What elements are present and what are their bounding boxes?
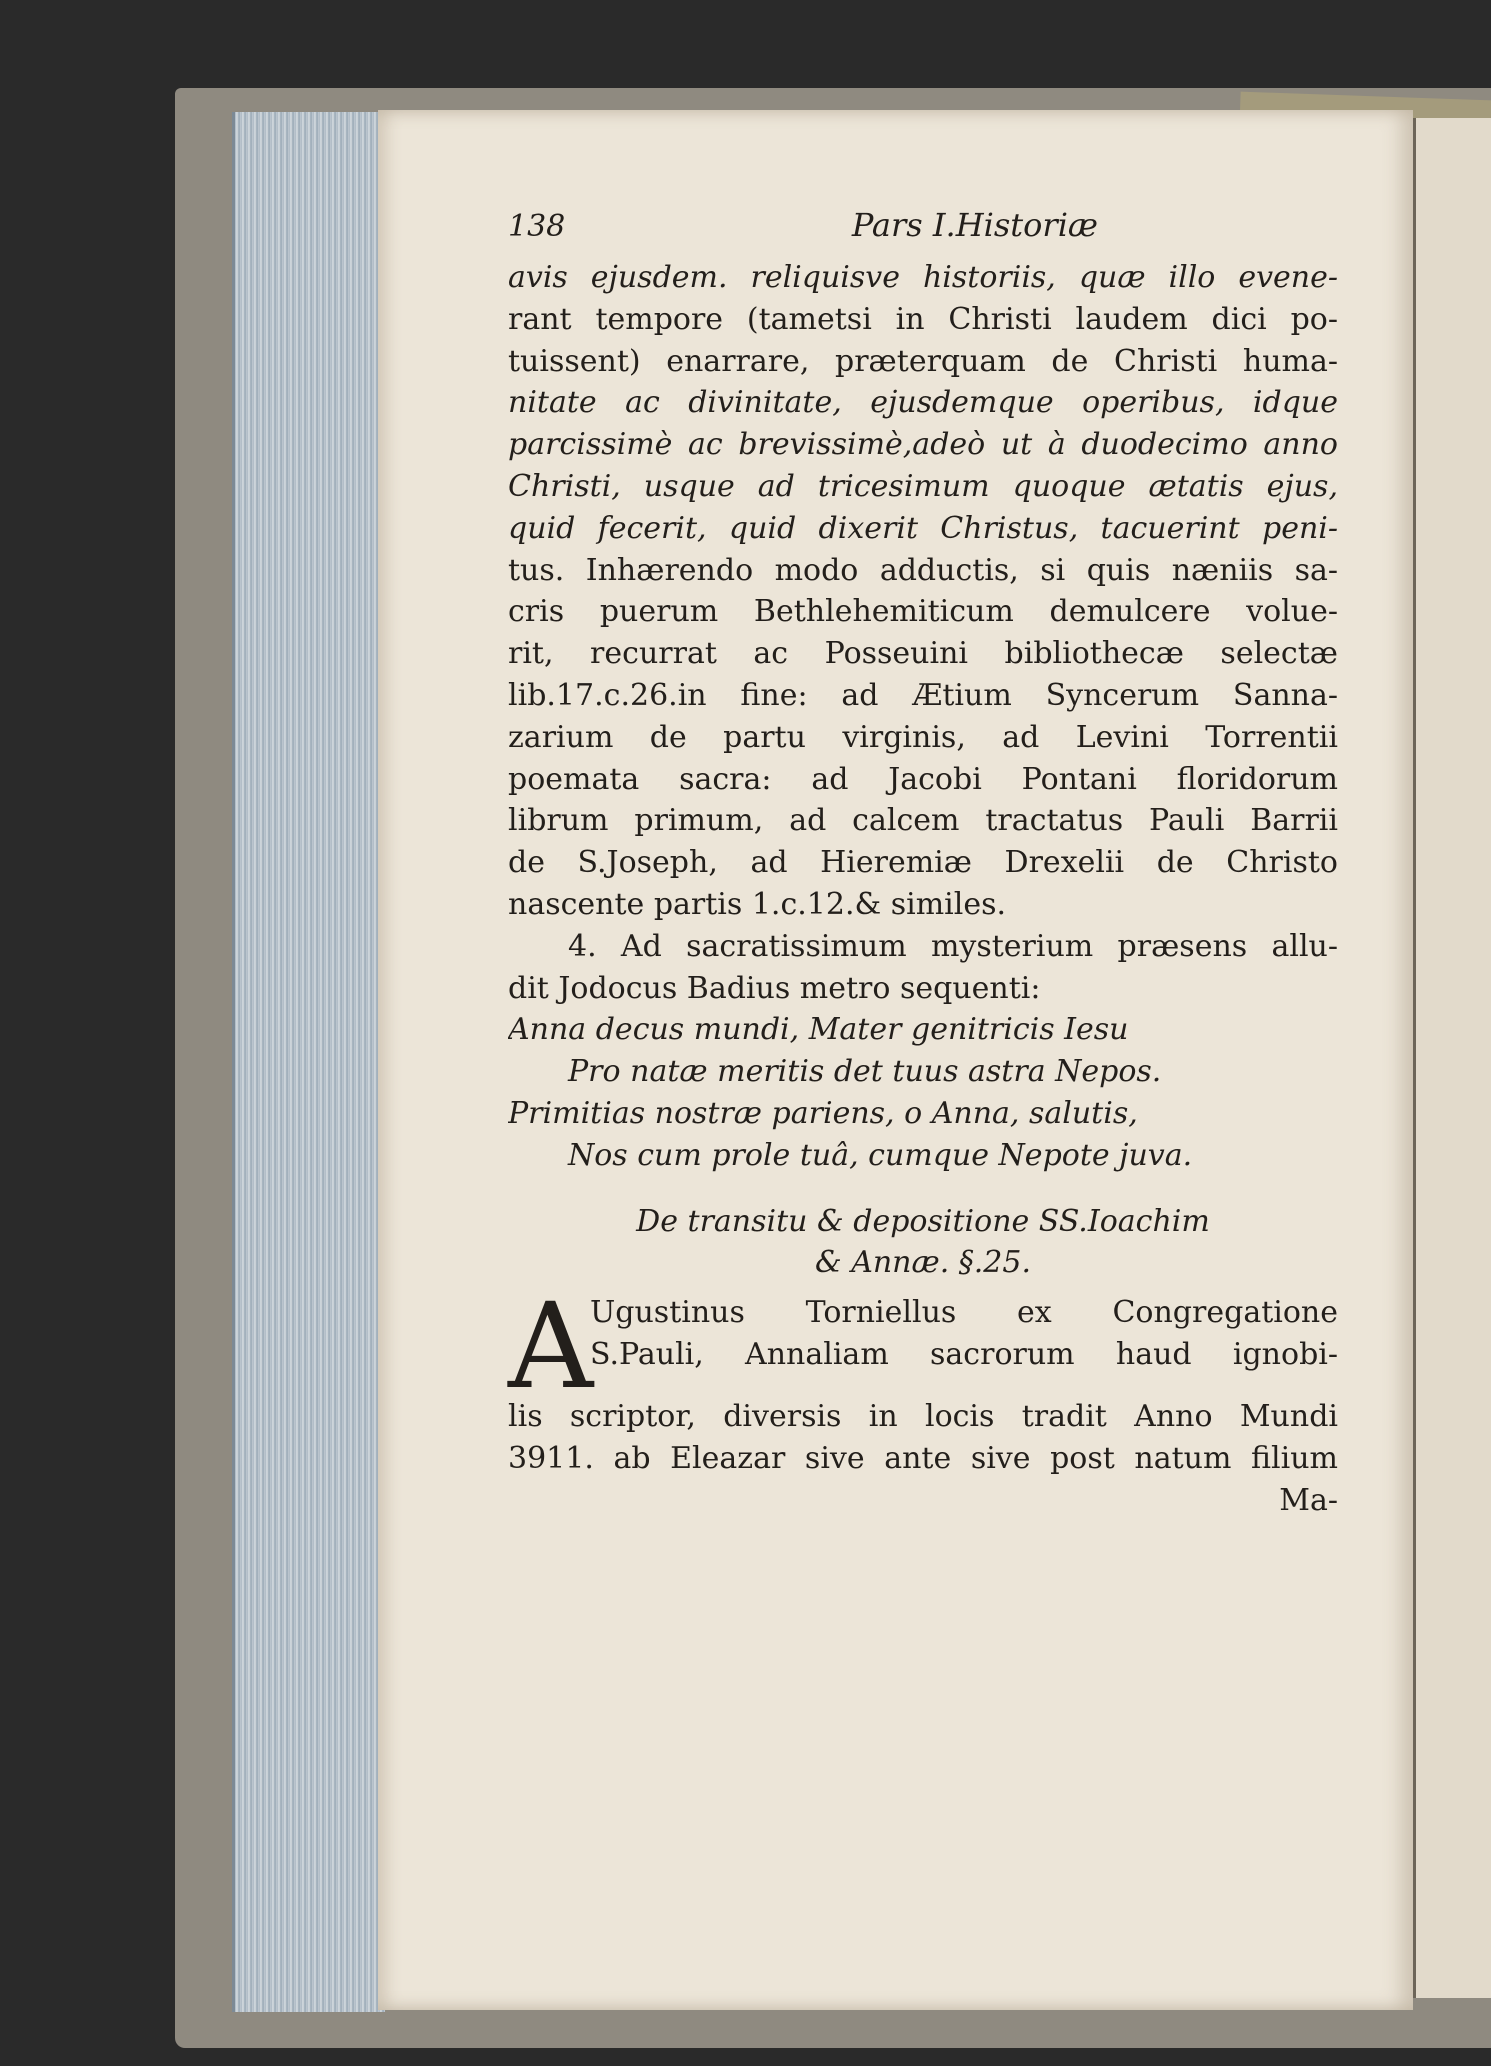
page-number: 138 <box>508 209 566 244</box>
verse-line: Pro natæ meritis det tuus astra Nepos. <box>568 1054 1162 1090</box>
text-line: lib.17.c.26.in fine: ad Ætium Syncerum Sanna- <box>508 677 1338 713</box>
text-line: dit Jodocus Badius metro sequenti: <box>508 970 1041 1006</box>
section-title: & Annæ. §.25. <box>814 1245 1032 1281</box>
text-line: de S.Joseph, ad Hieremiæ Drexelii de Christo <box>508 845 1338 881</box>
final-paragraph <box>508 1277 1338 1416</box>
text-line: tus. Inhærendo modo adductis, si quis næniis sa- <box>508 552 1338 588</box>
text-line: tuissent) enarrare, præterquam de Christi huma- <box>508 343 1338 379</box>
text-line: nitate ac divinitate, ejusdemque operibus, idque <box>508 385 1338 421</box>
text-line: zarium de partu virginis, ad Levini Torrentii <box>508 719 1338 755</box>
verse-line: Nos cum prole tuâ, cumque Nepote juva. <box>568 1137 1193 1173</box>
section-title: De transitu & depositione SS.Ioachim <box>636 1203 1210 1239</box>
text-line: avis ejusdem. reliquisve historiis, quæ illo evene- <box>508 260 1338 295</box>
text-line: poemata sacra: ad Jacobi Pontani floridorum <box>508 761 1338 797</box>
text-line: S.Pauli, Annaliam sacrorum haud ignobi- <box>590 1336 1338 1372</box>
catchword: Ma- <box>1279 1482 1338 1518</box>
text-line: rant tempore (tametsi in Christi laudem dici po- <box>508 301 1338 337</box>
text-line: 4. Ad sacratissimum mysterium præsens allu- <box>568 928 1338 964</box>
text-line: quid fecerit, quid dixerit Christus, tacuerint peni- <box>508 510 1338 546</box>
drop-cap: A <box>508 1277 594 1416</box>
verse-line: Primitias nostræ pariens, o Anna, salutis, <box>508 1095 1138 1131</box>
running-title: Pars I.Historiæ <box>851 206 1098 244</box>
text-line: rit, recurrat ac Posseuini bibliothecæ selectæ <box>508 636 1338 672</box>
page-text <box>508 205 1338 1522</box>
text-line: parcissimè ac brevissimè,adeò ut à duodecimo anno <box>508 427 1338 463</box>
text-line: Ugustinus Torniellus ex Congregatione <box>590 1295 1338 1331</box>
page-edges <box>232 112 385 2012</box>
text-line: 3911. ab Eleazar sive ante sive post natum filium <box>508 1440 1338 1476</box>
text-line: librum primum, ad calcem tractatus Pauli Barrii <box>508 803 1338 839</box>
text-line: lis scriptor, diversis in locis tradit Anno Mundi <box>508 1399 1338 1435</box>
text-line: cris puerum Bethlehemiticum demulcere volue- <box>508 594 1338 630</box>
verse-line: Anna decus mundi, Mater genitricis Iesu <box>508 1012 1129 1048</box>
facing-page-edge <box>1413 118 1491 1998</box>
text-line: Christi, usque ad tricesimum quoque ætatis ejus, <box>508 468 1338 504</box>
page-header <box>508 205 1338 257</box>
text-line: nascente partis 1.c.12.& similes. <box>508 886 1007 922</box>
